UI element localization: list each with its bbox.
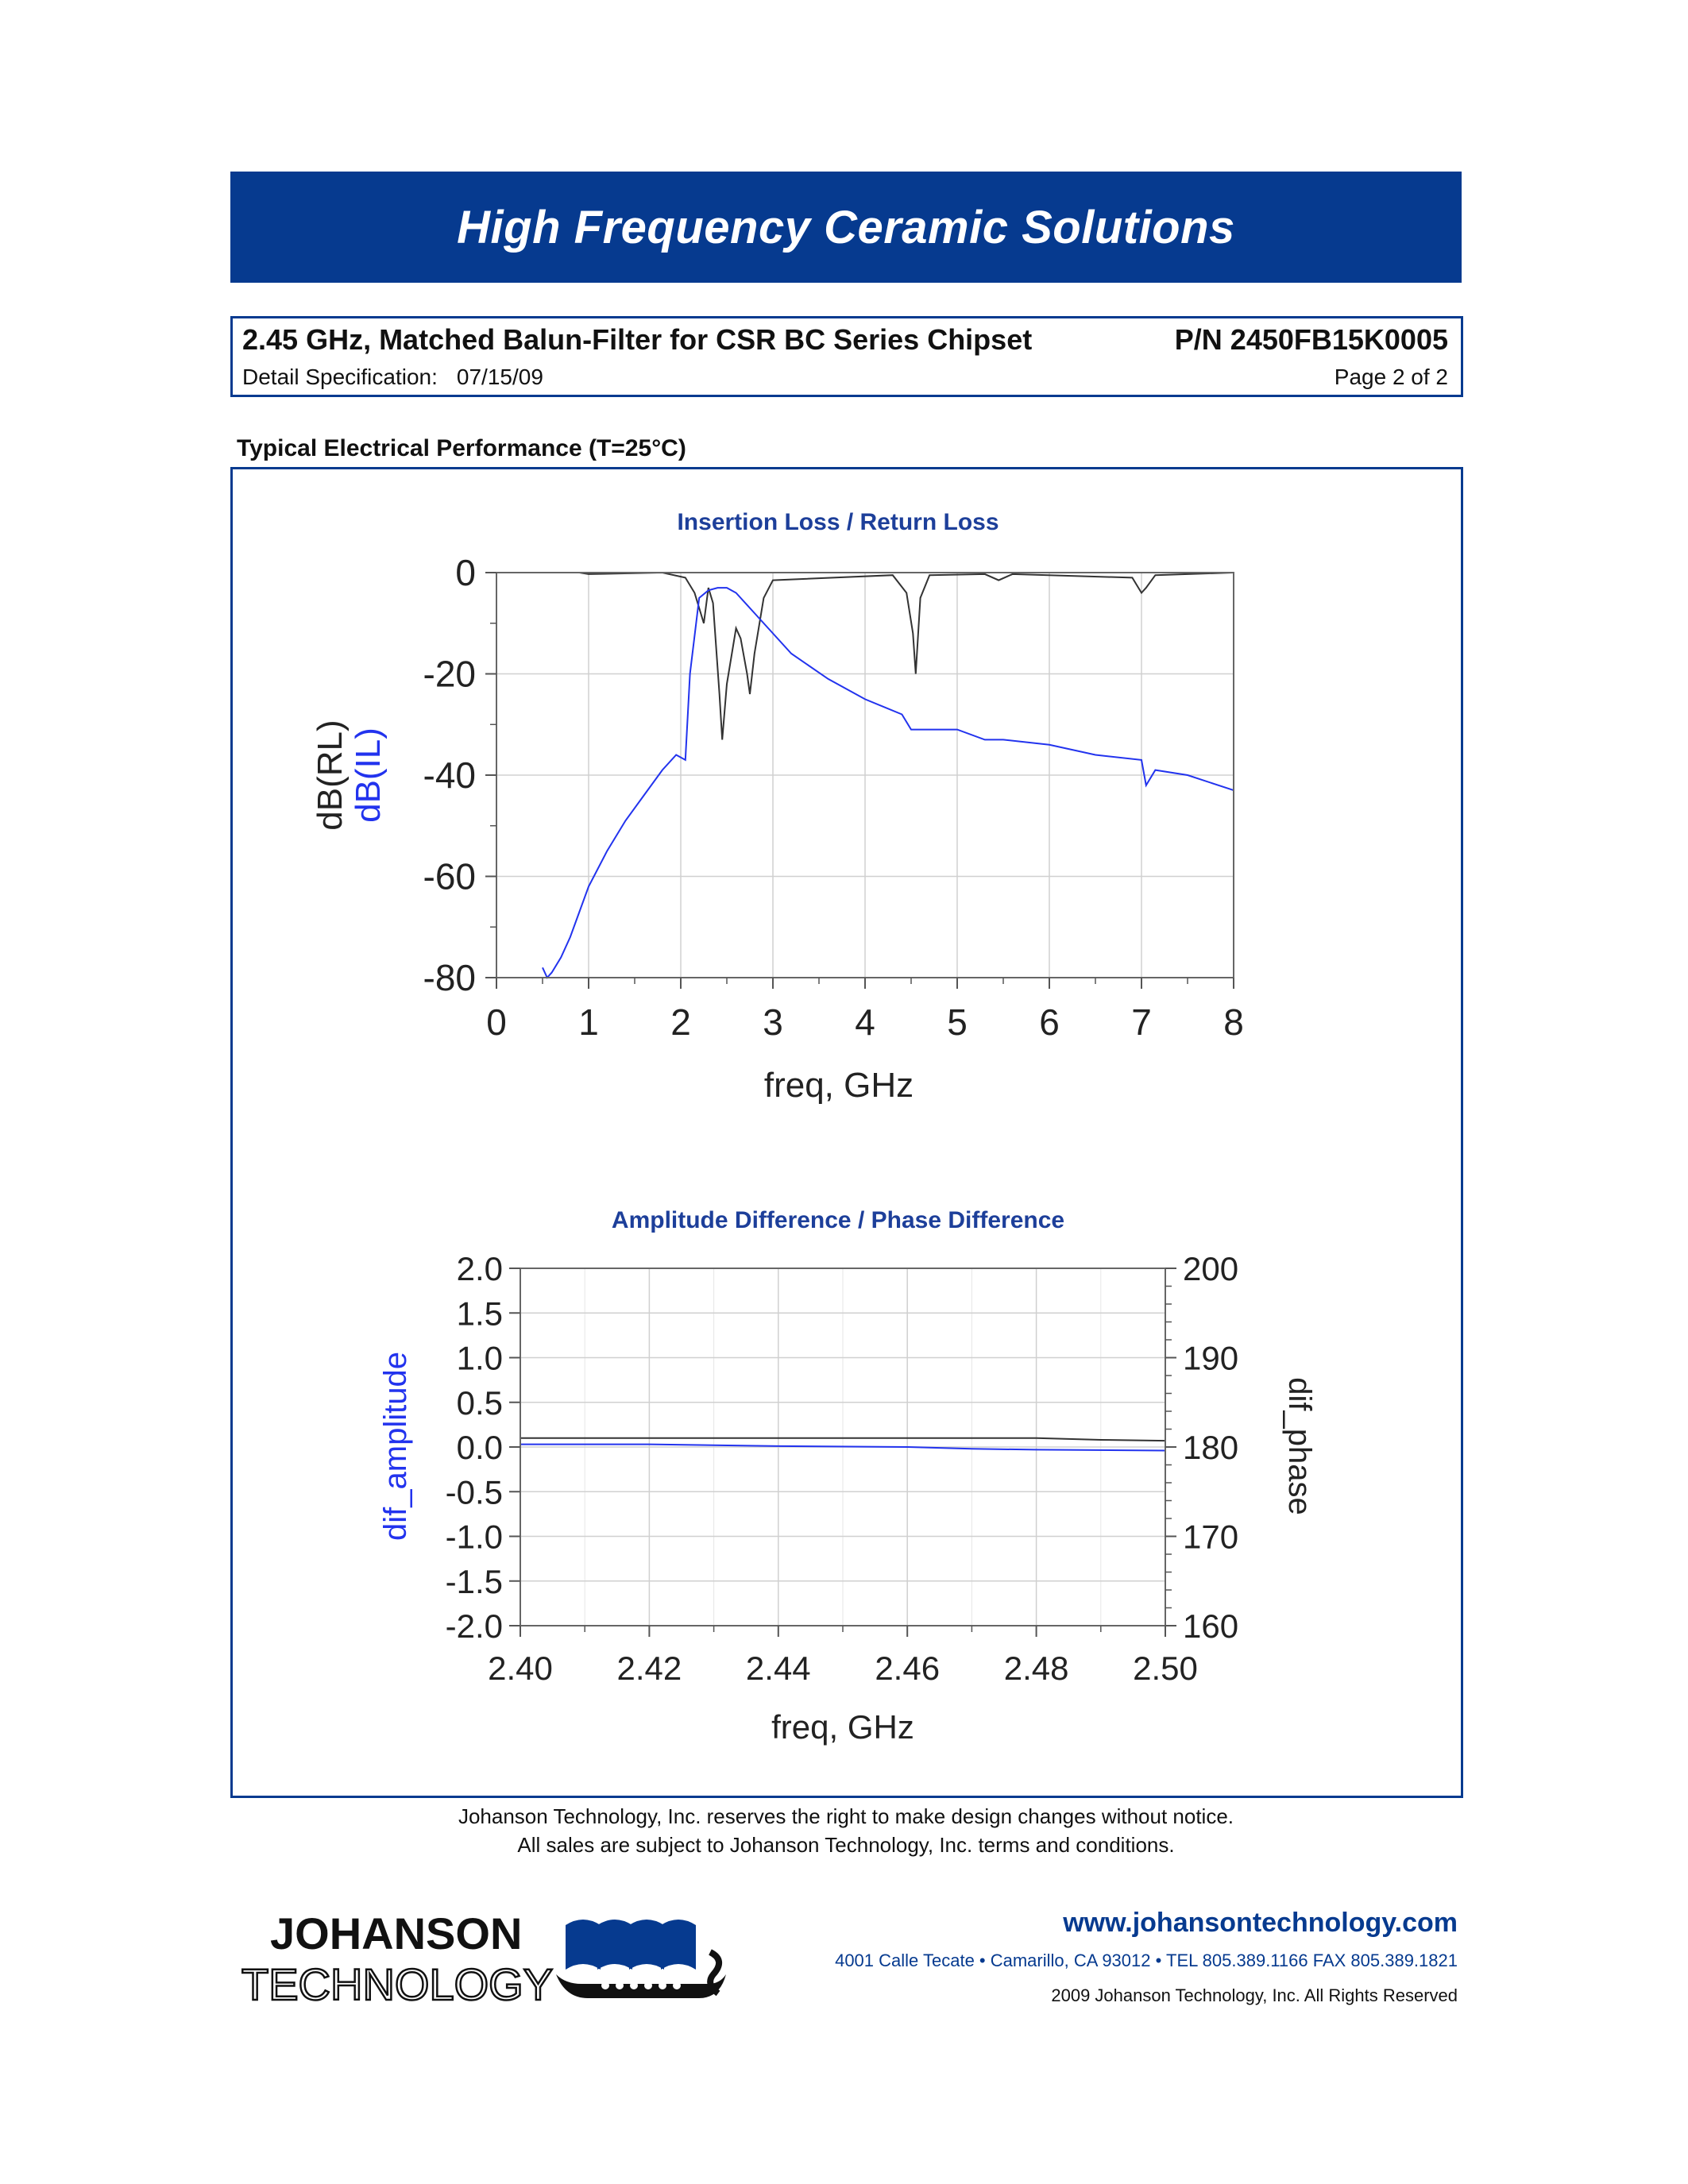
chart1-ylabel-rl: dB(RL) bbox=[311, 720, 350, 831]
chart1-xtick-label: 5 bbox=[947, 1001, 968, 1043]
website-link[interactable]: www.johansontechnology.com bbox=[1063, 1908, 1458, 1938]
chart2-ylabel-right: dif_phase bbox=[1282, 1377, 1317, 1515]
chart2-ytick-left-label: 0.5 bbox=[456, 1383, 503, 1422]
chart1-ytick-label: -40 bbox=[423, 754, 476, 796]
chart2-ytick-left-label: 1.5 bbox=[456, 1295, 503, 1333]
chart2-xtick-label: 2.50 bbox=[1133, 1650, 1198, 1687]
chart2-ytick-left-label: 1.0 bbox=[456, 1339, 503, 1377]
chart-amplitude-phase-difference bbox=[378, 1207, 1317, 1746]
johanson-logo bbox=[238, 1906, 747, 2009]
chart2-ytick-left-label: -0.5 bbox=[445, 1473, 503, 1511]
banner-title: High Frequency Ceramic Solutions bbox=[457, 201, 1235, 253]
chart2-xtick-label: 2.40 bbox=[488, 1650, 553, 1687]
chart1-xtick-label: 4 bbox=[855, 1001, 875, 1043]
chart2-xtick-label: 2.46 bbox=[875, 1650, 941, 1687]
chart1-xtick-label: 8 bbox=[1223, 1001, 1244, 1043]
chart2-xtick-label: 2.44 bbox=[745, 1650, 811, 1687]
chart1-xtick-label: 0 bbox=[486, 1001, 507, 1043]
detail-label: Detail Specification: bbox=[242, 365, 438, 389]
chart2-ytick-left-label: -2.0 bbox=[445, 1607, 503, 1645]
footer-notice-1: Johanson Technology, Inc. reserves the right to make design changes without notice. bbox=[458, 1804, 1234, 1828]
address: 4001 Calle Tecate • Camarillo, CA 93012 • TEL 805.389.1166 FAX 805.389.1821 bbox=[835, 1951, 1458, 1970]
chart-insertion-return-loss bbox=[311, 509, 1244, 1105]
logo-svg bbox=[238, 1906, 747, 2009]
chart2-ytick-left-label: -1.0 bbox=[445, 1518, 503, 1556]
chart1-ytick-label: 0 bbox=[455, 552, 476, 593]
chart2-xlabel: freq, GHz bbox=[771, 1708, 914, 1746]
chart1-title: Insertion Loss / Return Loss bbox=[677, 509, 999, 535]
chart1-xtick-label: 1 bbox=[578, 1001, 599, 1043]
chart1-xtick-label: 6 bbox=[1039, 1001, 1060, 1043]
spec-header-box bbox=[230, 316, 1463, 397]
chart1-series-dbil bbox=[543, 588, 1234, 978]
header-banner bbox=[230, 172, 1462, 283]
copyright: 2009 Johanson Technology, Inc. All Rights Reserved bbox=[1051, 1985, 1458, 2005]
logo-ship-icon bbox=[556, 1920, 726, 1998]
logo-text-1: JOHANSON bbox=[270, 1908, 523, 1958]
section-title: Typical Electrical Performance (T=25°C) bbox=[237, 435, 686, 461]
footer-notice-2: All sales are subject to Johanson Technology, Inc. terms and conditions. bbox=[517, 1833, 1175, 1857]
plot-box bbox=[230, 467, 1463, 1798]
detail-spec bbox=[242, 365, 543, 390]
chart2-ytick-right-label: 170 bbox=[1183, 1518, 1239, 1556]
chart2-ytick-left-label: -1.5 bbox=[445, 1562, 503, 1600]
chart2-ytick-right-label: 180 bbox=[1183, 1429, 1239, 1466]
chart1-grid bbox=[496, 573, 1234, 978]
chart1-xlabel: freq, GHz bbox=[763, 1066, 914, 1105]
chart1-xtick-label: 3 bbox=[763, 1001, 783, 1043]
detail-date: 07/15/09 bbox=[456, 365, 543, 389]
chart1-ytick-label: -60 bbox=[423, 855, 476, 897]
chart2-ytick-right-label: 200 bbox=[1183, 1250, 1239, 1287]
chart2-ticks bbox=[446, 1250, 1238, 1687]
chart1-ticks bbox=[423, 552, 1244, 1043]
chart2-xtick-label: 2.48 bbox=[1003, 1650, 1069, 1687]
chart1-ytick-label: -80 bbox=[423, 957, 476, 998]
chart2-ytick-right-label: 160 bbox=[1183, 1607, 1239, 1645]
chart1-xtick-label: 2 bbox=[670, 1001, 691, 1043]
chart2-title: Amplitude Difference / Phase Difference bbox=[611, 1207, 1065, 1233]
chart2-ylabel-left: dif_amplitude bbox=[378, 1352, 413, 1541]
chart2-ytick-left-label: 0.0 bbox=[456, 1429, 503, 1466]
logo-text-2: TECHNOLOGY bbox=[241, 1959, 554, 2009]
chart1-xtick-label: 7 bbox=[1131, 1001, 1152, 1043]
charts-svg bbox=[233, 469, 1461, 1796]
chart1-ylabel-il: dB(IL) bbox=[349, 727, 388, 823]
chart2-xtick-label: 2.42 bbox=[616, 1650, 682, 1687]
chart2-ytick-right-label: 190 bbox=[1183, 1339, 1239, 1377]
page-number: Page 2 of 2 bbox=[1334, 365, 1448, 389]
chart2-ytick-left-label: 2.0 bbox=[456, 1250, 503, 1287]
part-number: P/N 2450FB15K0005 bbox=[1174, 323, 1448, 356]
chart1-ytick-label: -20 bbox=[423, 653, 476, 695]
product-title: 2.45 GHz, Matched Balun-Filter for CSR BC Series Chipset bbox=[242, 323, 1033, 356]
